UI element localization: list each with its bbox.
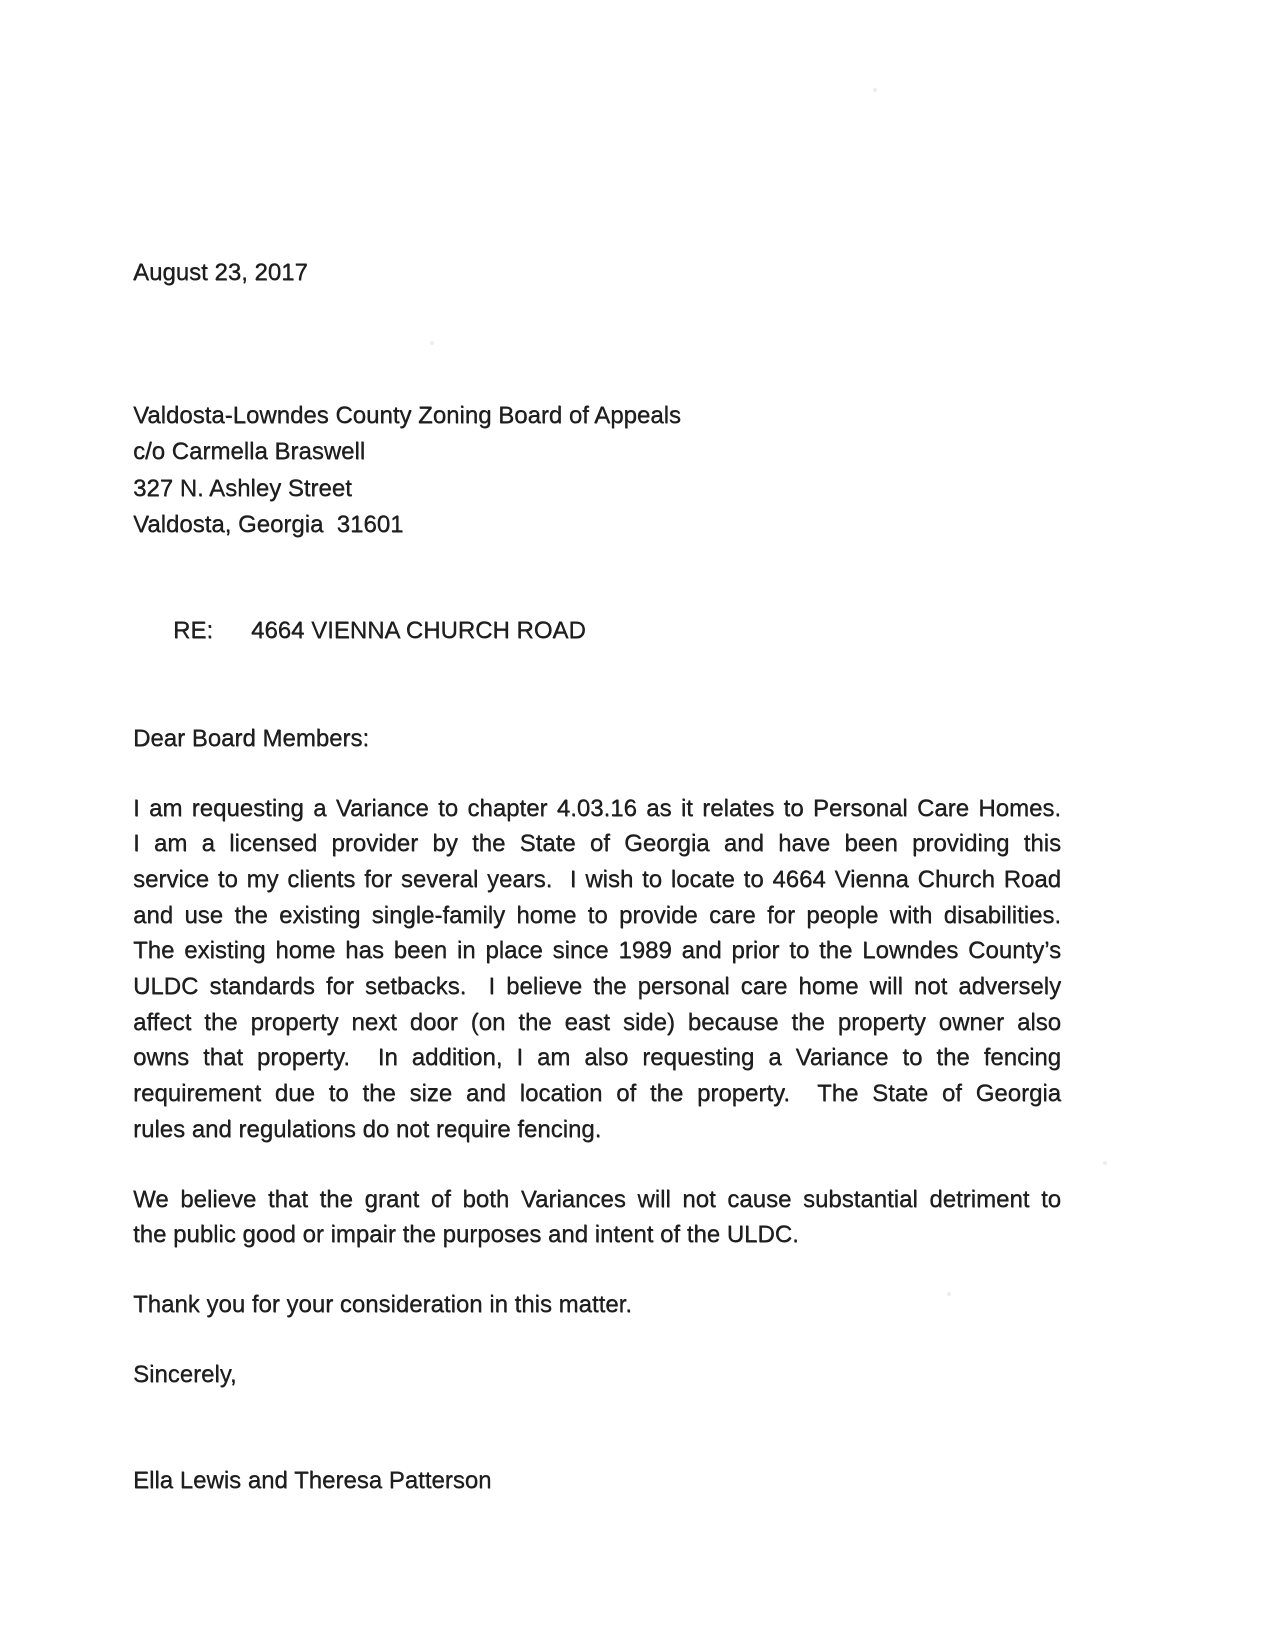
paragraph: [133, 1182, 1061, 1253]
body-line: ULDC standards for setbacks. I believe the personal care home will not adversely: [133, 973, 1061, 1001]
body-line: The existing home has been in place since 1989 and prior to the Lowndes County’s: [133, 937, 1061, 965]
body-line: affect the property next door (on the east side) because the property owner also: [133, 1008, 1061, 1036]
body-line: rules and regulations do not require fencing.: [133, 1115, 602, 1143]
body-line: We believe that the grant of both Variances will not cause substantial detriment to: [133, 1185, 1061, 1213]
recipient-line: c/o Carmella Braswell: [133, 438, 366, 466]
recipient-line: Valdosta-Lowndes County Zoning Board of Appeals: [133, 401, 681, 429]
signature-name: Ella Lewis and Theresa Patterson: [133, 1467, 492, 1495]
recipient-line: 327 N. Ashley Street: [133, 474, 352, 502]
body-line: requirement due to the size and location of the property. The State of Georgia: [133, 1080, 1061, 1108]
body-line: the public good or impair the purposes and intent of the ULDC.: [133, 1221, 799, 1249]
body-line: Thank you for your consideration in this matter.: [133, 1290, 632, 1318]
body-line: I am a licensed provider by the State of Georgia and have been providing this: [133, 830, 1061, 858]
re-line: [133, 578, 1061, 685]
body-line: and use the existing single-family home to provide care for people with disabilities.: [133, 901, 1061, 929]
scan-speck: [1103, 1161, 1107, 1165]
re-label: RE:: [173, 617, 214, 645]
letter-date: August 23, 2017: [133, 259, 308, 286]
paragraph: [133, 1287, 1061, 1323]
recipient-address: [133, 398, 1061, 544]
salutation: Dear Board Members:: [133, 724, 370, 752]
closing: Sincerely,: [133, 1360, 237, 1388]
re-value: 4664 VIENNA CHURCH ROAD: [251, 617, 586, 645]
body-line: owns that property. In addition, I am also requesting a Variance to the fencing: [133, 1044, 1061, 1072]
paragraph: [133, 791, 1061, 1148]
body-line: I am requesting a Variance to chapter 4.03.16 as it relates to Personal Care Homes.: [133, 794, 1061, 822]
letter-body: [133, 791, 1061, 1323]
recipient-line: Valdosta, Georgia 31601: [133, 511, 404, 539]
letter-content: [133, 255, 1061, 1499]
scan-speck: [873, 88, 877, 92]
body-line: service to my clients for several years. I wish to locate to 4664 Vienna Church Road: [133, 865, 1061, 893]
